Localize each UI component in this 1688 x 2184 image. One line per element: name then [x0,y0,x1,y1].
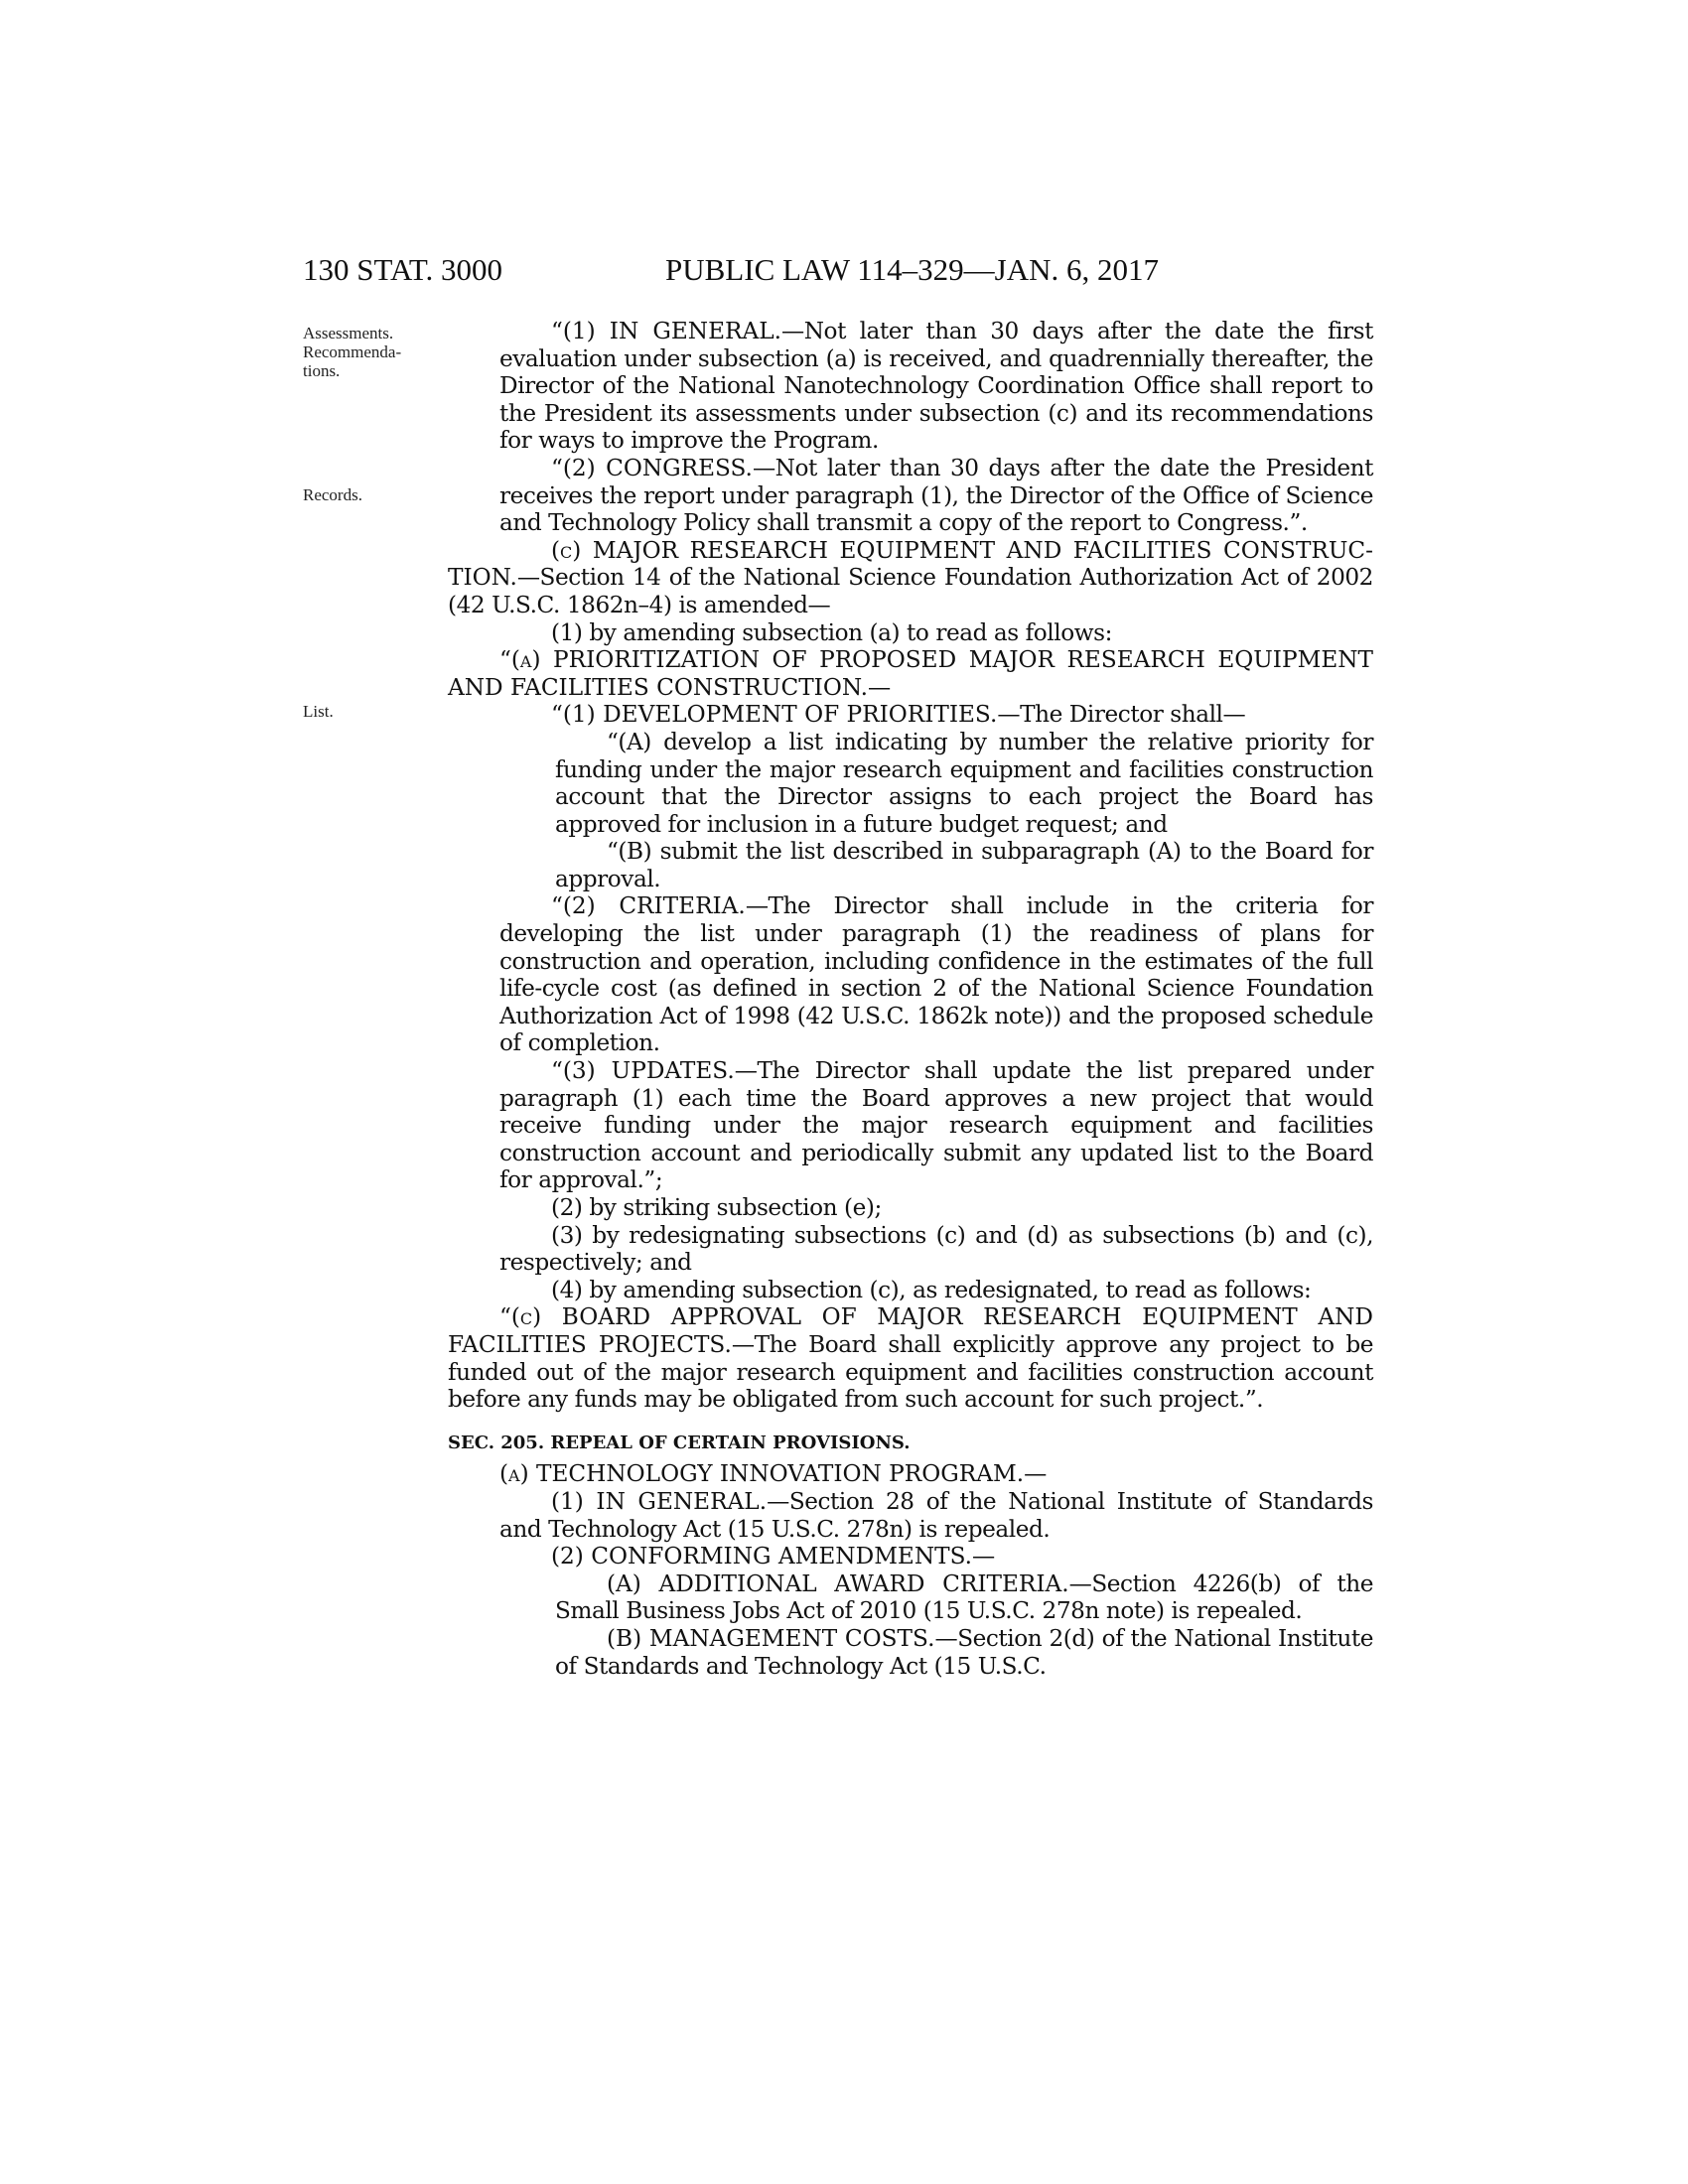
stat-page-number: 130 STAT. 3000 [303,252,503,287]
subparagraph-text: “(B) submit the list described in subparagraph (A) to the Board for approval. [555,838,1373,892]
paragraph-text: —Not later than 30 days after the date the first evaluation under subsection (a) is received, and quadrennially thereafter, the Director of the National Nanotechnology Coordination Office shall report to the President its assessments under subsection (c) and its recommendations for ways to improve the Program. [499,318,1374,455]
subparagraph-text: “(A) develop a list indicating by number the relative priority for funding under the major research equipment and facilities construction account that the Director assigns to each project the Board has approved for inclusion in a future budget request; and [555,728,1373,838]
subparagraph-heading: (B) MANAGEMENT COSTS. [607,1624,935,1652]
paragraph-heading: (2) CONFORMING AMENDMENTS. [551,1543,973,1570]
quoted-heading: “(c) BOARD APPROVAL OF MAJOR RESEARCH EQUIPMENT AND FACILITIES PROJECTS. [448,1303,1373,1358]
tip-in-general [499,1488,1373,1543]
paragraph-heading: “(3) UPDATES. [551,1057,735,1085]
tip-management-costs [448,1625,1373,1680]
paragraph-text: —Section 28 of the National Institute of Standards and Technology Act (15 U.S.C. 278n) is repealed. [499,1487,1373,1543]
paragraph-heading: “(2) CRITERIA. [551,892,746,920]
quoted-heading: “(a) PRIORITIZATION OF PROPOSED MAJOR RESEARCH EQUIPMENT AND FACILITIES CONSTRUCTION. [448,646,1373,701]
subsection-c-major-research [448,537,1373,619]
subparagraph-text: —Section 4226(b) of the Small Business Jobs Act of 2010 (15 U.S.C. 278n note) is repealed. [555,1570,1373,1625]
subparagraph-heading: (A) ADDITIONAL AWARD CRITERIA. [607,1570,1069,1597]
updates-paragraph [499,1057,1373,1194]
paragraph-text: —Not later than 30 days after the date the President receives the report under paragraph (1), the Director of the Office of Science and Technology Policy shall transmit a copy of the report to Congress.”. [499,454,1373,537]
tip-additional-award-criteria [448,1570,1373,1625]
criteria-paragraph [499,892,1373,1057]
subsection-heading: (c) MAJOR RESEARCH EQUIPMENT AND FACILITIES CONSTRUCTION. [448,536,1373,592]
subparagraph-b [448,838,1373,892]
subsection-a-technology-innovation [499,1460,1373,1488]
tip-conforming-amendments [499,1543,1373,1570]
margin-note-records: Records. [303,485,362,504]
subsection-heading: (a) TECHNOLOGY INNOVATION PROGRAM. [499,1460,1025,1488]
amendment-2: (2) by striking subsection (e); [551,1194,882,1221]
margin-note-assessments: Assessments. Recommenda- tions. [303,324,402,380]
paragraph-heading: “(1) IN GENERAL. [551,318,781,344]
dash: — [1024,1460,1047,1488]
paragraph-text: —The Director shall— [997,701,1246,729]
page-header [303,250,1375,290]
development-of-priorities [499,701,1373,729]
paragraph-1-in-general [499,318,1373,455]
paragraph-heading: “(1) DEVELOPMENT OF PRIORITIES. [551,701,998,729]
subsection-text: —Section 14 of the National Science Foundation Authorization Act of 2002 (42 U.S.C. 1862n–4) is amended— [448,564,1373,618]
document-body [448,318,1374,1680]
paragraph-text: —The Director shall include in the criteria for developing the list under paragraph (1) the readiness of plans for construction and operation, including confidence in the estimates of the full life-cycle cost (as defined in section 2 of the National Science Foundation Authorization Act of 1998 (42 U.S.C. 1862k note)) and the proposed schedule of completion. [499,892,1373,1057]
quoted-text: —The Board shall explicitly approve any project to be funded out of the major research equipment and facilities construction account before any funds may be obligated from such account for such project.”. [448,1330,1373,1414]
amendment-4: (4) by amending subsection (c), as redesignated, to read as follows: [551,1276,1312,1303]
paragraph-2-congress [499,455,1373,537]
paragraph-heading: “(2) CONGRESS. [551,454,753,481]
amendment-3: (3) by redesignating subsections (c) and (d) as subsections (b) and (c), respectively; and [499,1221,1373,1277]
subparagraph-text: —Section 2(d) of the National Institute of Standards and Technology Act (15 U.S.C. [555,1624,1373,1680]
subparagraph-a [448,729,1373,838]
public-law-title: PUBLIC LAW 114–329—JAN. 6, 2017 [665,252,1159,287]
quoted-subsection-a [448,646,1373,701]
quoted-subsection-c-board [448,1303,1373,1413]
section-205-heading: SEC. 205. REPEAL OF CERTAIN PROVISIONS. [448,1432,911,1453]
margin-note-list: List. [303,702,334,721]
amendment-1: (1) by amending subsection (a) to read as follows: [551,618,1112,646]
dash: — [972,1543,995,1570]
paragraph-heading: (1) IN GENERAL. [551,1487,768,1515]
paragraph-text: —The Director shall update the list prepared under paragraph (1) each time the Board approves a new project that would receive funding under the major research equipment and facilities construction account and periodically submit any updated list to the Board for approval.”; [499,1057,1373,1194]
dash: — [868,673,891,701]
